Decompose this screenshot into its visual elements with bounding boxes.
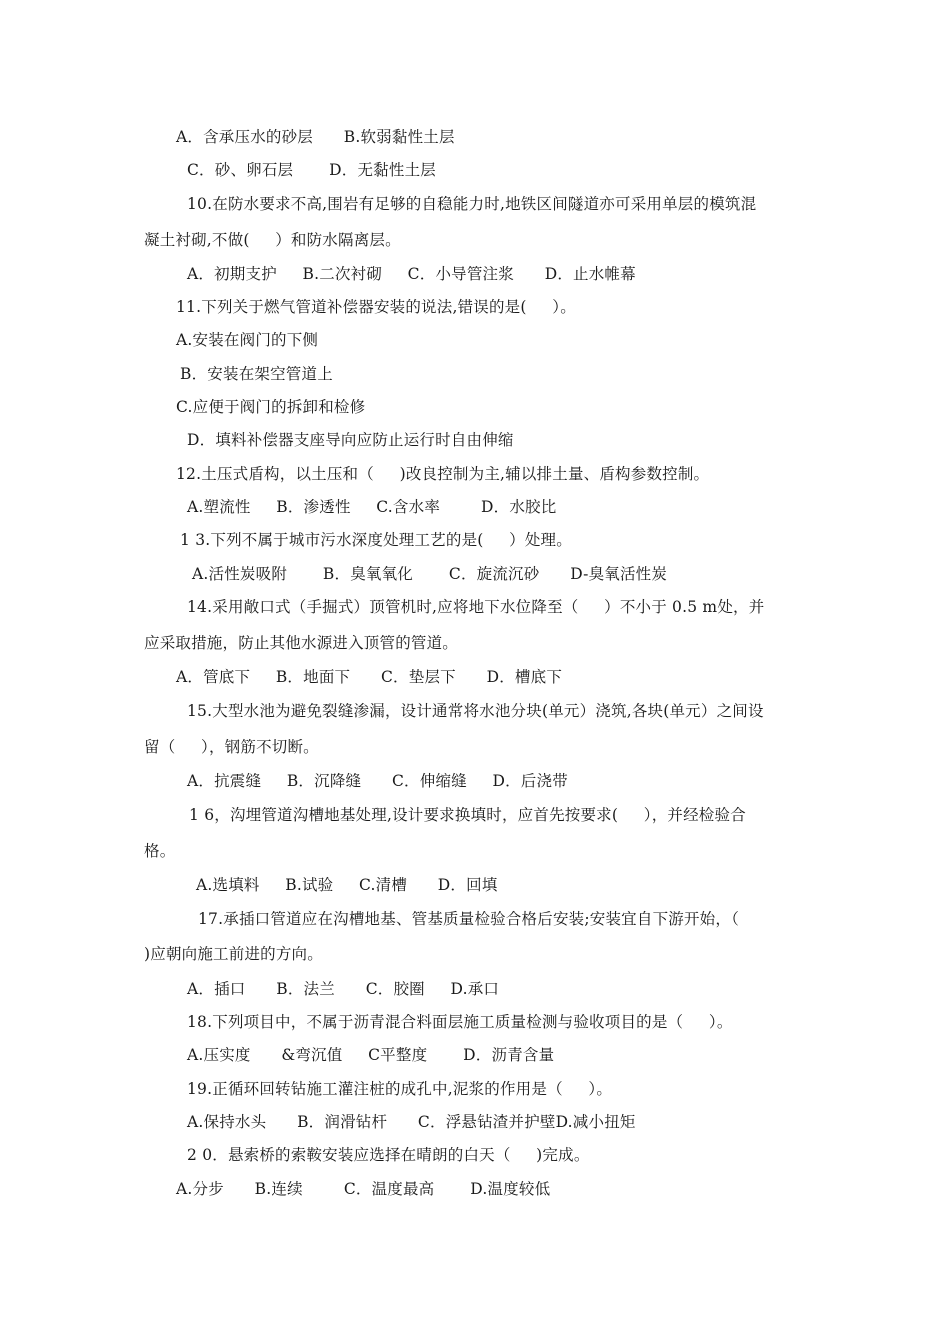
q11-option-c: C.应便于阀门的拆卸和检修 — [176, 398, 366, 416]
q16-stem-line-2: 格。 — [144, 842, 176, 860]
q10-options: A．初期支护 B.二次衬砌 C．小导管注浆 D．止水帷幕 — [187, 265, 636, 283]
q18-options: A.压实度 &弯沉值 C平整度 D．沥青含量 — [187, 1046, 555, 1064]
q11-option-b: B．安装在架空管道上 — [180, 365, 333, 383]
q10-stem-line-2: 凝土衬砌,不做( ）和防水隔离层。 — [144, 231, 401, 249]
q20-stem: 2 0．悬索桥的索鞍安装应选择在晴朗的白天（ )完成。 — [187, 1146, 590, 1164]
q11-stem: 11.下列关于燃气管道补偿器安装的说法,错误的是( ）。 — [176, 298, 576, 316]
q11-option-a: A.安装在阀门的下侧 — [176, 331, 319, 349]
q13-options: A.活性炭吸附 B．臭氧氧化 C．旋流沉砂 D-臭氧活性炭 — [192, 565, 668, 583]
q17-options: A．插口 B．法兰 C．胶圈 D.承口 — [187, 980, 500, 998]
q16-options: A.选填料 B.试验 C.清槽 D．回填 — [196, 876, 498, 894]
q19-options: A.保持水头 B．润滑钻杆 C．浮悬钻渣并护壁D.减小扭矩 — [187, 1113, 636, 1131]
q12-options: A.塑流性 B．渗透性 C.含水率 D．水胶比 — [187, 498, 557, 516]
q20-options: A.分步 B.连续 C．温度最高 D.温度较低 — [176, 1180, 551, 1198]
q9-options-row-1: A．含承压水的砂层 B.软弱黏性土层 — [176, 128, 455, 146]
q15-stem-line-1: 15.大型水池为避免裂缝渗漏，设计通常将水池分块(单元）浇筑,各块(单元）之间设 — [187, 702, 764, 720]
q18-stem: 18.下列项目中，不属于沥青混合料面层施工质量检测与验收项目的是（ ）。 — [187, 1013, 733, 1031]
q17-stem-line-1: 17.承插口管道应在沟槽地基、管基质量检验合格后安装;安装宜自下游开始，（ — [198, 910, 740, 928]
q15-options: A．抗震缝 B．沉降缝 C．伸缩缝 D．后浇带 — [187, 772, 568, 790]
q10-stem-line-1: 10.在防水要求不高,围岩有足够的自稳能力时,地铁区间隧道亦可采用单层的模筑混 — [187, 195, 757, 213]
q14-stem-line-2: 应采取措施，防止其他水源进入顶管的管道。 — [144, 634, 459, 652]
q14-stem-line-1: 14.采用敞口式（手掘式）顶管机时,应将地下水位降至（ ）不小于 0.5 m处，并 — [187, 598, 765, 616]
q13-stem: 1 3.下列不属于城市污水深度处理工艺的是( ）处理。 — [180, 531, 572, 549]
q9-options-row-2: C．砂、卵石层 D．无黏性土层 — [187, 161, 436, 179]
q15-stem-line-2: 留（ ），钢筋不切断。 — [144, 738, 319, 756]
q14-options: A．管底下 B．地面下 C．垫层下 D．槽底下 — [176, 668, 563, 686]
q16-stem-line-1: 1 6，沟埋管道沟槽地基处理,设计要求换填时，应首先按要求( ），并经检验合 — [189, 806, 746, 824]
q19-stem: 19.正循环回转钻施工灌注桩的成孔中,泥浆的作用是（ ）。 — [187, 1080, 613, 1098]
q12-stem: 12.土压式盾构，以土压和（ )改良控制为主,辅以排土量、盾构参数控制。 — [176, 465, 710, 483]
q17-stem-line-2: )应朝向施工前进的方向。 — [144, 945, 323, 963]
q11-option-d: D．填料补偿器支座导向应防止运行时自由伸缩 — [187, 431, 514, 449]
